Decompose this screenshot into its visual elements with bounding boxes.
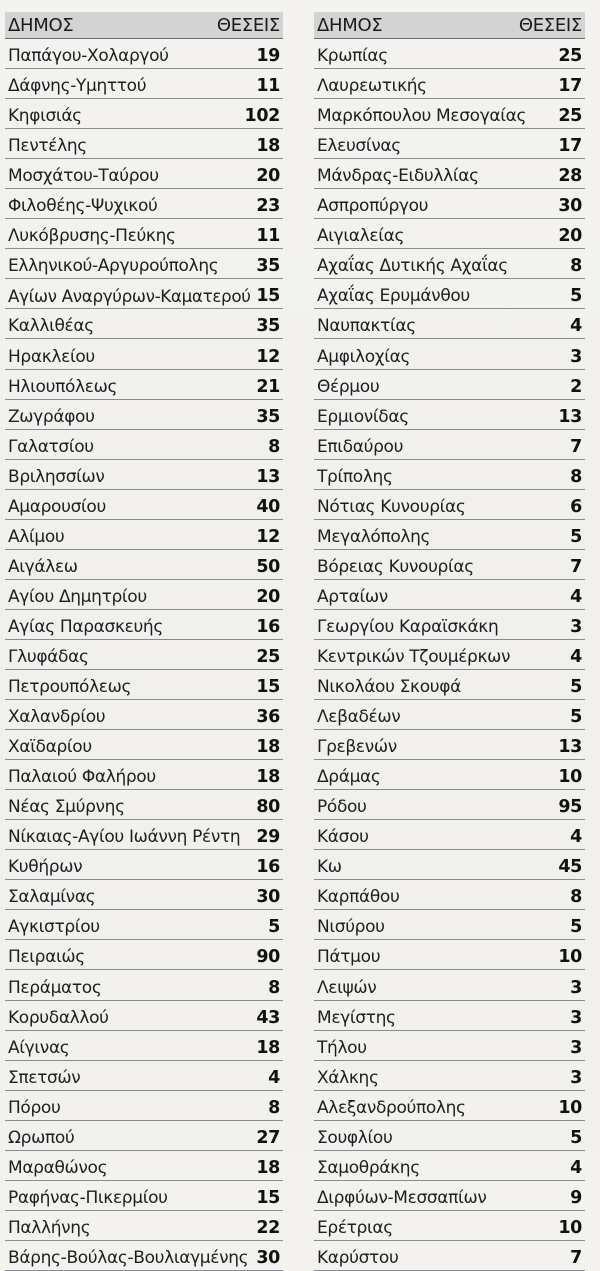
header-positions: ΘΕΣΕΙΣ: [518, 14, 582, 36]
positions-count: 8: [570, 466, 582, 487]
positions-count: 12: [256, 526, 280, 547]
table-row: [5, 1181, 283, 1211]
table-row: [314, 1151, 585, 1181]
positions-count: 18: [256, 136, 280, 157]
positions-count: 8: [570, 887, 582, 908]
table-row: [314, 970, 585, 1000]
positions-count: 13: [558, 737, 582, 758]
municipality-name: Σαμοθράκης: [317, 1157, 420, 1178]
positions-count: 4: [570, 646, 582, 667]
positions-count: 13: [558, 406, 582, 427]
table-row: [314, 580, 585, 610]
table-row: [5, 279, 283, 309]
municipality-name: Αλίμου: [8, 526, 65, 547]
municipality-name: Γλυφάδας: [8, 646, 89, 667]
table-row: [314, 1001, 585, 1031]
table-row: [5, 1151, 283, 1181]
table-row: [314, 129, 585, 159]
table-row: [5, 339, 283, 369]
table-row: [5, 550, 283, 580]
table-row: [5, 880, 283, 910]
table-row: [5, 1121, 283, 1151]
table-row: [314, 39, 585, 69]
municipality-name: Πετρουπόλεως: [8, 677, 132, 698]
table-row: [314, 339, 585, 369]
positions-count: 10: [558, 767, 582, 788]
municipality-name: Ηρακλείου: [8, 346, 95, 367]
table-row: [314, 490, 585, 520]
table-row: [314, 69, 585, 99]
municipality-name: Βάρης-Βούλας-Βουλιαγμένης: [8, 1247, 249, 1268]
header-municipality: ΔΗΜΟΣ: [317, 14, 383, 36]
municipality-name: Κρωπίας: [317, 46, 388, 67]
table-row: [5, 1091, 283, 1121]
municipality-name: Διρφύων-Μεσσαπίων: [317, 1187, 487, 1208]
positions-count: 8: [268, 977, 280, 998]
positions-count: 17: [558, 76, 582, 97]
positions-count: 22: [256, 1217, 280, 1238]
table-row: [314, 790, 585, 820]
positions-count: 4: [268, 1067, 280, 1088]
table-row: [314, 1181, 585, 1211]
positions-count: 7: [570, 436, 582, 457]
table-row: [314, 700, 585, 730]
municipality-name: Αλεξανδρούπολης: [317, 1097, 466, 1118]
table-row: [314, 610, 585, 640]
table-row: [5, 1241, 283, 1271]
municipality-name: Φιλοθέης-Ψυχικού: [8, 196, 158, 217]
positions-count: 30: [256, 1247, 280, 1268]
municipality-name: Πόρου: [8, 1097, 61, 1118]
municipality-name: Νέας Σμύρνης: [8, 797, 125, 818]
positions-count: 8: [570, 256, 582, 277]
table-row: [5, 940, 283, 970]
table-row: [314, 940, 585, 970]
positions-count: 18: [256, 737, 280, 758]
table-row: [5, 1211, 283, 1241]
table-body: [314, 39, 585, 1271]
table-row: [5, 790, 283, 820]
positions-count: 3: [570, 1037, 582, 1058]
positions-count: 25: [558, 46, 582, 67]
municipality-name: Χαλανδρίου: [8, 707, 106, 728]
table-header: [5, 12, 283, 39]
municipality-name: Αχαΐας Δυτικής Αχαΐας: [317, 256, 508, 277]
municipality-name: Καλλιθέας: [8, 316, 94, 337]
table-row: [314, 99, 585, 129]
table-row: [314, 1061, 585, 1091]
positions-count: 40: [256, 496, 280, 517]
table-row: [5, 910, 283, 940]
positions-count: 25: [558, 106, 582, 127]
municipality-name: Μαρκόπουλου Μεσογαίας: [317, 106, 527, 127]
positions-count: 11: [256, 76, 280, 97]
table-header: [314, 12, 585, 39]
positions-count: 5: [570, 286, 582, 307]
table-row: [5, 850, 283, 880]
table-row: [314, 520, 585, 550]
municipality-name: Νίκαιας-Αγίου Ιωάννη Ρέντη: [8, 827, 241, 848]
municipality-table-left: [5, 12, 283, 1271]
municipality-name: Καρπάθου: [317, 887, 400, 908]
municipality-name: Βόρειας Κυνουρίας: [317, 556, 474, 577]
positions-count: 18: [256, 1037, 280, 1058]
positions-count: 7: [570, 1247, 582, 1268]
municipality-name: Γεωργίου Καραϊσκάκη: [317, 616, 499, 637]
positions-count: 4: [570, 827, 582, 848]
table-row: [314, 880, 585, 910]
municipality-name: Αιγάλεω: [8, 556, 78, 577]
municipality-name: Λειψών: [317, 977, 377, 998]
positions-count: 5: [570, 917, 582, 938]
municipality-name: Αίγινας: [8, 1037, 70, 1058]
positions-count: 35: [256, 316, 280, 337]
positions-count: 3: [570, 346, 582, 367]
positions-count: 15: [256, 286, 280, 307]
table-row: [5, 159, 283, 189]
municipality-name: Σπετσών: [8, 1067, 81, 1088]
municipality-name: Αγκιστρίου: [8, 917, 100, 938]
positions-count: 4: [570, 586, 582, 607]
table-body: [5, 39, 283, 1271]
municipality-name: Παπάγου-Χολαργού: [8, 46, 169, 67]
municipality-name: Καρύστου: [317, 1247, 399, 1268]
positions-count: 5: [570, 526, 582, 547]
table-row: [314, 279, 585, 309]
positions-count: 5: [570, 707, 582, 728]
municipality-name: Κυθήρων: [8, 857, 83, 878]
positions-count: 6: [570, 496, 582, 517]
table-row: [314, 820, 585, 850]
positions-count: 5: [268, 917, 280, 938]
municipality-name: Πειραιώς: [8, 947, 85, 968]
positions-count: 29: [256, 827, 280, 848]
municipality-name: Τήλου: [317, 1037, 367, 1058]
municipality-name: Παλλήνης: [8, 1217, 91, 1238]
positions-count: 102: [244, 106, 280, 127]
table-row: [5, 610, 283, 640]
municipality-name: Νισύρου: [317, 917, 385, 938]
municipality-name: Γαλατσίου: [8, 436, 94, 457]
positions-count: 4: [570, 1157, 582, 1178]
municipality-name: Κηφισιάς: [8, 106, 82, 127]
header-positions: ΘΕΣΕΙΣ: [216, 14, 280, 36]
municipality-table-right: [314, 12, 585, 1271]
municipality-name: Ωρωπού: [8, 1127, 75, 1148]
municipality-name: Πεντέλης: [8, 136, 87, 157]
municipality-name: Αγίου Δημητρίου: [8, 586, 147, 607]
table-row: [5, 39, 283, 69]
municipality-name: Μεγίστης: [317, 1007, 396, 1028]
municipality-name: Λαυρεωτικής: [317, 76, 427, 97]
positions-count: 20: [558, 226, 582, 247]
table-row: [5, 760, 283, 790]
table-row: [314, 760, 585, 790]
municipality-name: Αιγιαλείας: [317, 226, 405, 247]
positions-count: 9: [570, 1187, 582, 1208]
municipality-name: Ραφήνας-Πικερμίου: [8, 1187, 168, 1208]
table-row: [314, 1241, 585, 1271]
municipality-name: Χαϊδαρίου: [8, 737, 92, 758]
positions-count: 11: [256, 226, 280, 247]
municipality-name: Κεντρικών Τζουμέρκων: [317, 646, 511, 667]
municipality-name: Αγίων Αναργύρων-Καματερού: [8, 286, 251, 307]
municipality-name: Λεβαδέων: [317, 707, 401, 728]
municipality-name: Κορυδαλλού: [8, 1007, 109, 1028]
municipality-name: Ερμιονίδας: [317, 406, 409, 427]
municipality-name: Αρταίων: [317, 586, 388, 607]
municipality-name: Μεγαλόπολης: [317, 526, 431, 547]
positions-count: 28: [558, 166, 582, 187]
table-row: [5, 460, 283, 490]
table-row: [314, 1211, 585, 1241]
municipality-name: Ναυπακτίας: [317, 316, 416, 337]
positions-count: 95: [558, 797, 582, 818]
municipality-name: Κάσου: [317, 827, 369, 848]
table-row: [314, 370, 585, 400]
municipality-name: Νότιας Κυνουρίας: [317, 496, 466, 517]
table-row: [314, 730, 585, 760]
municipality-name: Χάλκης: [317, 1067, 379, 1088]
municipality-name: Μαραθώνος: [8, 1157, 108, 1178]
table-row: [5, 219, 283, 249]
positions-count: 3: [570, 977, 582, 998]
table-row: [5, 69, 283, 99]
municipality-name: Παλαιού Φαλήρου: [8, 767, 156, 788]
positions-count: 4: [570, 316, 582, 337]
municipality-name: Ρόδου: [317, 797, 367, 818]
positions-count: 10: [558, 1217, 582, 1238]
table-row: [314, 910, 585, 940]
table-row: [314, 1031, 585, 1061]
table-row: [5, 730, 283, 760]
positions-count: 18: [256, 767, 280, 788]
positions-count: 3: [570, 1007, 582, 1028]
table-row: [314, 159, 585, 189]
municipality-name: Νικολάου Σκουφά: [317, 677, 461, 698]
municipality-name: Ερέτριας: [317, 1217, 393, 1238]
municipality-name: Μάνδρας-Ειδυλλίας: [317, 166, 479, 187]
positions-count: 90: [256, 947, 280, 968]
positions-count: 3: [570, 1067, 582, 1088]
municipality-name: Δάφνης-Υμηττού: [8, 76, 147, 97]
municipality-name: Σουφλίου: [317, 1127, 393, 1148]
table-row: [5, 1031, 283, 1061]
municipality-name: Ασπροπύργου: [317, 196, 429, 217]
positions-count: 7: [570, 556, 582, 577]
positions-count: 20: [256, 586, 280, 607]
municipality-name: Γρεβενών: [317, 737, 397, 758]
table-row: [5, 400, 283, 430]
table-row: [5, 670, 283, 700]
positions-count: 17: [558, 136, 582, 157]
positions-count: 10: [558, 1097, 582, 1118]
table-row: [5, 189, 283, 219]
municipality-name: Ελληνικού-Αργυρούπολης: [8, 256, 219, 277]
positions-count: 23: [256, 196, 280, 217]
table-row: [5, 490, 283, 520]
table-row: [5, 1001, 283, 1031]
table-row: [314, 1121, 585, 1151]
municipality-name: Τρίπολης: [317, 466, 393, 487]
positions-count: 10: [558, 947, 582, 968]
positions-count: 5: [570, 677, 582, 698]
positions-count: 50: [256, 556, 280, 577]
table-row: [314, 219, 585, 249]
positions-count: 27: [256, 1127, 280, 1148]
table-row: [5, 520, 283, 550]
positions-count: 35: [256, 256, 280, 277]
positions-count: 25: [256, 646, 280, 667]
positions-count: 13: [256, 466, 280, 487]
positions-count: 3: [570, 616, 582, 637]
municipality-name: Αμαρουσίου: [8, 496, 106, 517]
table-row: [314, 460, 585, 490]
table-row: [314, 550, 585, 580]
municipality-name: Ζωγράφου: [8, 406, 95, 427]
positions-count: 8: [268, 436, 280, 457]
municipality-name: Μοσχάτου-Ταύρου: [8, 166, 159, 187]
table-row: [314, 189, 585, 219]
table-row: [314, 309, 585, 339]
table-row: [314, 640, 585, 670]
table-row: [314, 400, 585, 430]
positions-count: 30: [558, 196, 582, 217]
municipality-name: Θέρμου: [317, 376, 380, 397]
header-municipality: ΔΗΜΟΣ: [8, 14, 74, 36]
municipality-name: Δράμας: [317, 767, 381, 788]
table-row: [5, 309, 283, 339]
positions-count: 30: [256, 887, 280, 908]
positions-count: 16: [256, 857, 280, 878]
positions-count: 20: [256, 166, 280, 187]
table-row: [5, 430, 283, 460]
municipality-name: Περάματος: [8, 977, 102, 998]
positions-count: 43: [256, 1007, 280, 1028]
table-row: [314, 1091, 585, 1121]
positions-count: 45: [558, 857, 582, 878]
table-row: [5, 700, 283, 730]
municipality-name: Αχαΐας Ερυμάνθου: [317, 286, 470, 307]
municipality-name: Αγίας Παρασκευής: [8, 616, 163, 637]
municipality-name: Αμφιλοχίας: [317, 346, 411, 367]
positions-count: 36: [256, 707, 280, 728]
table-row: [314, 249, 585, 279]
positions-count: 21: [256, 376, 280, 397]
table-row: [5, 1061, 283, 1091]
municipality-name: Επιδαύρου: [317, 436, 404, 457]
table-row: [5, 640, 283, 670]
municipality-name: Πάτμου: [317, 947, 381, 968]
table-row: [5, 370, 283, 400]
positions-count: 8: [268, 1097, 280, 1118]
positions-count: 80: [256, 797, 280, 818]
municipality-name: Σαλαμίνας: [8, 887, 96, 908]
positions-count: 12: [256, 346, 280, 367]
positions-count: 15: [256, 1187, 280, 1208]
positions-count: 19: [256, 46, 280, 67]
municipality-name: Ελευσίνας: [317, 136, 401, 157]
municipality-name: Βριλησσίων: [8, 466, 105, 487]
table-row: [5, 249, 283, 279]
positions-count: 2: [570, 376, 582, 397]
positions-count: 35: [256, 406, 280, 427]
positions-count: 15: [256, 677, 280, 698]
table-row: [5, 970, 283, 1000]
table-row: [5, 129, 283, 159]
positions-count: 18: [256, 1157, 280, 1178]
positions-count: 5: [570, 1127, 582, 1148]
municipality-name: Κω: [317, 857, 342, 878]
municipality-name: Λυκόβρυσης-Πεύκης: [8, 226, 176, 247]
municipality-name: Ηλιουπόλεως: [8, 376, 118, 397]
table-row: [5, 99, 283, 129]
table-row: [314, 670, 585, 700]
table-row: [5, 820, 283, 850]
table-row: [314, 850, 585, 880]
table-row: [5, 580, 283, 610]
positions-count: 16: [256, 616, 280, 637]
table-row: [314, 430, 585, 460]
